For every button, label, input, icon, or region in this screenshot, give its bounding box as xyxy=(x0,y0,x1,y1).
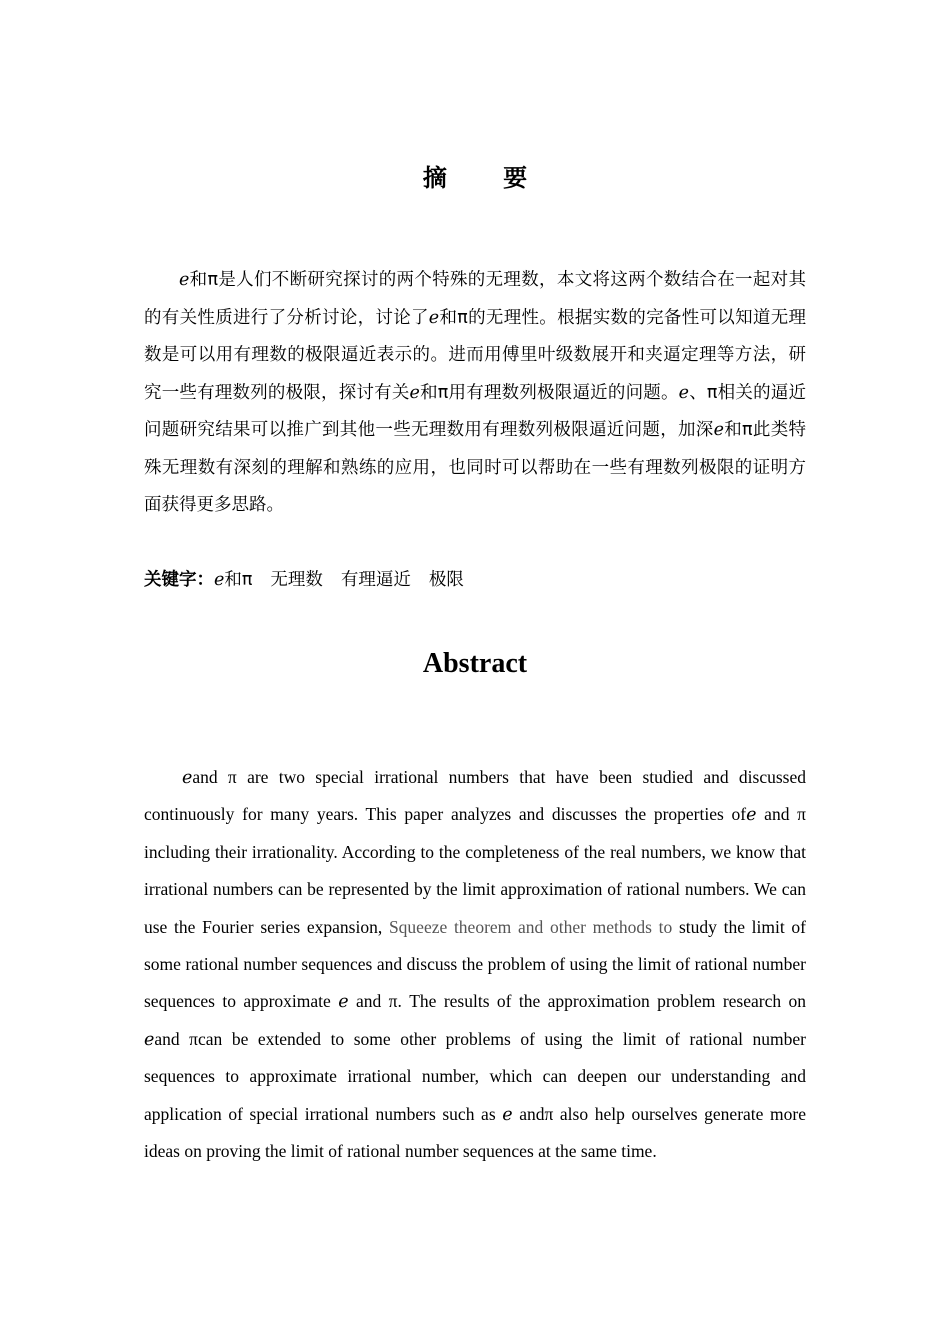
chinese-abstract-title: 摘 要 xyxy=(422,164,552,192)
english-abstract-text-part2: study the limit of some rational number sequences and discuss the problem of using the limit of rational number sequences to approximate ℯ and π. The results of the approximation problem research on ℯand πcan be extended to some other problems of using the limit of rational number sequences to approximate irrational number, which can deepen our understanding and application of special irrational numbers such as ℯ andπ also help ourselves generate more ideas on proving the limit of rational number sequences at the same time. xyxy=(144,916,807,1162)
keyword-item: ℯ和π xyxy=(214,570,253,590)
english-abstract-highlighted-text: Squeeze theorem and other methods to xyxy=(388,916,673,937)
keywords-label: 关键字： xyxy=(144,570,214,590)
chinese-abstract-body: ℯ和π是人们不断研究探讨的两个特殊的无理数，本文将这两个数结合在一起对其的有关性质进行了分析讨论，讨论了ℯ和π的无理性。根据实数的完备性可以知道无理数是可以用有理数的极限逼近表示的。进而用傅里叶级数展开和夹逼定理等方法，研究一些有理数列的极限，探讨有关ℯ和π用有理数列极限逼近的问题。ℯ、π相关的逼近问题研究结果可以推广到其他一些无理数用有理数列极限逼近问题，加深ℯ和π此类特殊无理数有深刻的理解和熟练的应用，也同时可以帮助在一些有理数列极限的证明方面获得更多思路。 xyxy=(144,270,806,515)
keyword-item: 无理数 xyxy=(270,570,323,590)
keyword-item: 有理逼近 xyxy=(340,570,411,590)
english-abstract-body xyxy=(144,759,806,1170)
keywords-line xyxy=(144,564,806,596)
keyword-item: 极限 xyxy=(428,570,464,590)
english-abstract-text-part1: ℯand π are two special irrational numbers that have been studied and discussed continuously for many years. This paper analyzes and discusses the properties ofℯ and π including their irrationality. According to the completeness of the real numbers, we know that irrational numbers can be represented by the limit approximation of rational numbers. We can use the Fourier series expansion, xyxy=(144,767,806,937)
english-abstract-title: Abstract xyxy=(422,648,528,679)
